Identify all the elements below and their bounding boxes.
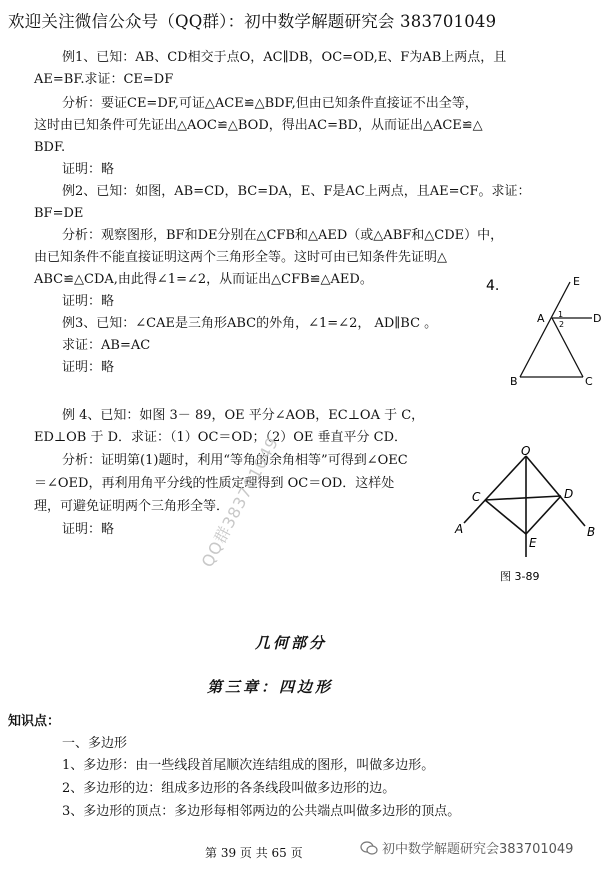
example-4-proof: 证明：略: [62, 522, 115, 537]
example-3-line-2: 求证：AB=AC: [62, 338, 151, 353]
watermark: QQ群383701049: [197, 433, 283, 571]
knowledge-heading: 知识点：: [8, 714, 61, 729]
angle-2-label: 2: [559, 320, 565, 329]
label-a-389: A: [455, 522, 464, 536]
figure-4-number: 4.: [486, 278, 500, 294]
example-2-line-2: BF=DE: [34, 206, 84, 221]
example-1-proof: 证明：略: [62, 162, 115, 177]
segment-ce: [485, 500, 526, 534]
angle-1-label: 1: [558, 310, 564, 319]
label-e-389: E: [529, 536, 537, 550]
example-1-line-1: 例1、已知：AB、CD相交于点O，AC∥DB，OC=OD,E、F为AB上两点，且: [62, 50, 507, 65]
figure-caption: 图 3-89: [500, 570, 540, 583]
example-2-analysis-1: 分析：观察图形，BF和DE分别在△CFB和△AED（或△ABF和△CDE）中，: [62, 228, 504, 243]
example-4-analysis-3: 理，可避免证明两个三角形全等．: [34, 499, 230, 514]
label-a: A: [537, 312, 545, 325]
example-1-line-2: AE=BF.求证：CE=DF: [34, 72, 174, 87]
segment-cd: [485, 496, 561, 500]
example-1-analysis-2: 这时由已知条件可先证出△AOC≌△BOD，得出AC=BD，从而证出△ACE≌△: [34, 118, 483, 133]
label-c: C: [585, 375, 593, 388]
line-b-e: [520, 282, 570, 377]
line-a-c: [552, 318, 583, 377]
wechat-badge: [360, 838, 573, 857]
wechat-icon: [360, 841, 378, 855]
label-b: B: [510, 375, 518, 388]
chapter-title: 第三章：四边形: [207, 678, 334, 696]
wechat-label: 初中数学解题研究会383701049: [382, 842, 574, 857]
example-3-line-1: 例3、已知：∠CAE是三角形ABC的外角，∠1=∠2， AD∥BC 。: [62, 316, 438, 331]
definition-item: 2、多边形的边：组成多边形的各条线段叫做多边形的边。: [62, 781, 396, 796]
label-d-389: D: [564, 487, 574, 501]
example-4-line-2: ED⊥OB 于 D．求证：（1）OC＝OD；（2）OE 垂直平分 CD．: [34, 430, 408, 445]
definition-item: 3、多边形的顶点：多边形每相邻两边的公共端点叫做多边形的顶点。: [62, 804, 461, 819]
label-c-389: C: [472, 490, 481, 504]
figure-4-triangle: [470, 270, 601, 400]
page-number: 第 39 页 共 65 页: [205, 846, 303, 860]
segment-de: [526, 496, 561, 534]
example-1-analysis-1: 分析：要证CE=DF,可证△ACE≌△BDF,但由已知条件直接证不出全等，: [62, 96, 478, 111]
label-b-389: B: [587, 525, 596, 539]
example-2-line-1: 例2、已知：如图，AB=CD，BC=DA，E、F是AC上两点，且AE=CF。求证：: [62, 184, 531, 199]
example-4-analysis-2: ＝∠OED，再利用角平分线的性质定理得到 OC＝OD．这样处: [34, 476, 395, 491]
example-3-proof: 证明：略: [62, 360, 115, 375]
page-header: 欢迎关注微信公众号（QQ群）：初中数学解题研究会 383701049: [8, 12, 497, 31]
label-o: O: [521, 444, 531, 458]
ray-ob: [526, 456, 585, 526]
label-e: E: [573, 275, 580, 288]
definition-item: 1、多边形：由一些线段首尾顺次连结组成的图形，叫做多边形。: [62, 758, 435, 773]
subheading-polygon: 一、多边形: [62, 736, 128, 751]
example-2-proof: 证明：略: [62, 294, 115, 309]
example-4-line-1: 例 4、已知：如图 3－ 89，OE 平分∠AOB，EC⊥OA 于 C，: [62, 408, 425, 423]
example-4-analysis-1: 分析：证明第(1)题时，利用“等角的余角相等”可得到∠OEC: [62, 453, 408, 468]
label-d: D: [593, 312, 601, 325]
example-2-analysis-3: ABC≌△CDA,由此得∠1=∠2，从而证出△CFB≌△AED。: [34, 272, 373, 287]
example-1-analysis-3: BDF.: [34, 140, 66, 155]
figure-3-89: [450, 440, 601, 590]
section-title: 几何部分: [255, 634, 328, 652]
example-2-analysis-2: 由已知条件不能直接证明这两个三角形全等。这时可由已知条件先证明△: [34, 250, 447, 265]
